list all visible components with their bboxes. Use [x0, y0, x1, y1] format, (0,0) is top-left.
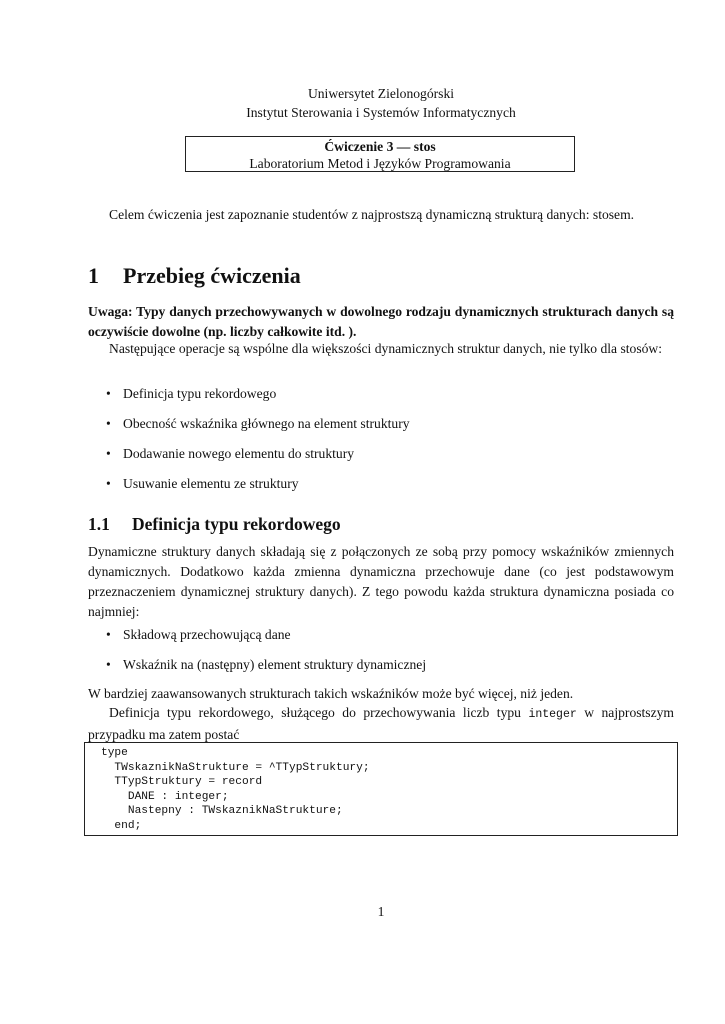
operations-paragraph: Następujące operacje są wspólne dla większości dynamicznych struktur danych, nie tylko dla stosów:	[109, 341, 663, 356]
list-item-text: Wskaźnik na (następny) element struktury dynamicznej	[123, 657, 427, 672]
section-number: 1	[88, 263, 99, 288]
list-item	[106, 414, 666, 444]
definition-text-end: w najprostszym przypadku ma zatem postać	[88, 705, 675, 742]
title-box	[185, 136, 575, 172]
bullet-icon: •	[106, 627, 111, 642]
code-line: Nastepny : TWskaznikNaStrukture;	[101, 805, 343, 817]
code-line: TTypStruktury = record	[101, 776, 263, 788]
section-title: Przebieg ćwiczenia	[123, 263, 301, 288]
dynamic-structures-paragraph: Dynamiczne struktury danych składają się z połączonych ze sobą przy pomocy wskaźników zmiennych dynamicznych. Dodatkowo każda zmienna dynamiczna przechowuje dane (co jest podstawowym przeznaczeniem dynamicznej struktury danych). Z tego powodu każda struktura dynamiczna posiada co najmniej:	[88, 544, 674, 619]
note-paragraph: Uwaga: Typy danych przechowywanych w dowolnego rodzaju dynamicznych strukturach danych są oczywiście dowolne (np. liczby całkowite itd. ).	[88, 304, 674, 339]
list-item-text: Składową przechowującą dane	[123, 627, 291, 642]
components-list	[106, 625, 666, 685]
section-heading	[88, 262, 301, 290]
bullet-icon: •	[106, 446, 111, 461]
bullet-icon: •	[106, 386, 111, 401]
list-item	[106, 625, 666, 655]
list-item-text: Usuwanie elementu ze struktury	[123, 476, 299, 491]
list-item	[106, 655, 666, 685]
operations-list	[106, 384, 666, 504]
definition-paragraph	[88, 703, 674, 745]
list-item	[106, 384, 666, 414]
code-line: end;	[101, 819, 142, 832]
subsection-heading	[88, 512, 341, 536]
list-item	[106, 444, 666, 474]
code-line: TWskaznikNaStrukture = ^TTypStruktury;	[101, 761, 370, 774]
university-name: Uniwersytet Zielonogórski	[307, 86, 455, 101]
institute-name: Instytut Sterowania i Systemów Informatycznych	[246, 105, 516, 120]
code-line: DANE : integer;	[101, 790, 229, 803]
code-line: type	[101, 747, 128, 759]
exercise-subtitle: Laboratorium Metod i Języków Programowania	[249, 156, 511, 171]
list-item-text: Definicja typu rekordowego	[123, 386, 277, 401]
subsection-number: 1.1	[88, 514, 110, 534]
header	[88, 84, 674, 122]
list-item	[106, 474, 666, 504]
advanced-structures-paragraph: W bardziej zaawansowanych strukturach takich wskaźników może być więcej, niż jeden.	[88, 686, 574, 701]
exercise-title: Ćwiczenie 3 — stos	[324, 139, 436, 154]
subsection-title: Definicja typu rekordowego	[132, 514, 341, 534]
list-item-text: Dodawanie nowego elementu do struktury	[123, 446, 355, 461]
page-number: 1	[377, 904, 385, 919]
bullet-icon: •	[106, 657, 111, 672]
inline-code: integer	[528, 708, 577, 721]
code-block	[84, 742, 678, 836]
bullet-icon: •	[106, 416, 111, 431]
list-item-text: Obecność wskaźnika głównego na element struktury	[123, 416, 410, 431]
bullet-icon: •	[106, 476, 111, 491]
definition-text-start: Definicja typu rekordowego, służącego do przechowywania liczb typu	[109, 705, 529, 720]
intro-paragraph: Celem ćwiczenia jest zapoznanie studentów z najprostszą dynamiczną strukturą danych: stosem.	[109, 207, 635, 222]
